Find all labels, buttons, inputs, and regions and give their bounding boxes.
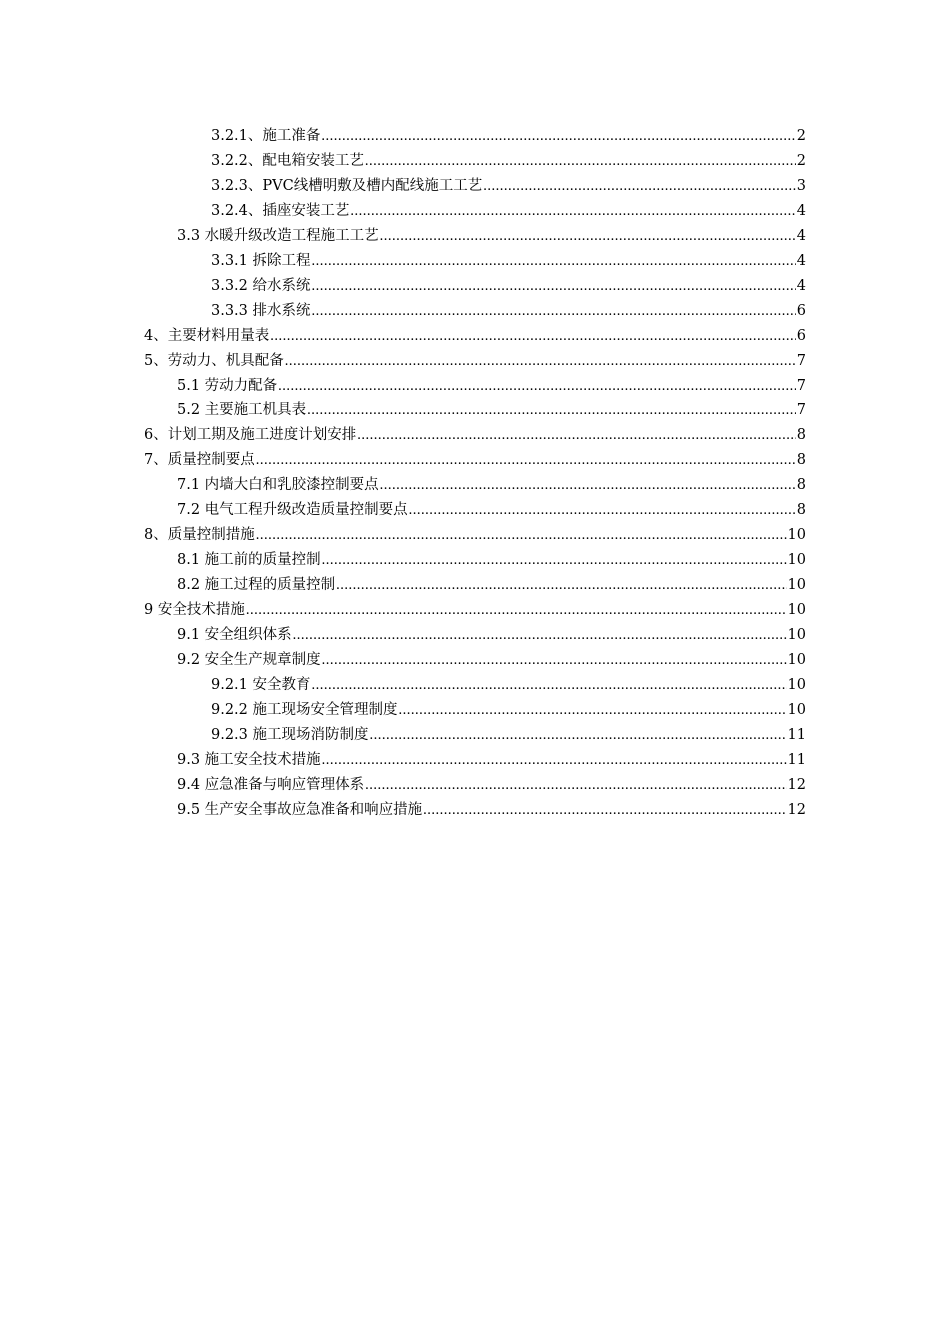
- toc-entry[interactable]: [144, 349, 806, 374]
- toc-entry[interactable]: [211, 124, 806, 149]
- toc-entry[interactable]: [177, 473, 806, 498]
- toc-entry-title: 3.2.3、PVC线槽明敷及槽内配线施工工艺: [211, 177, 483, 194]
- toc-entry[interactable]: [177, 748, 806, 773]
- toc-entry-page-number: 7: [796, 377, 806, 394]
- toc-dot-leader: [365, 777, 786, 794]
- toc-entry-page-number: 11: [787, 751, 806, 768]
- toc-entry[interactable]: [211, 199, 806, 224]
- toc-dot-leader: [423, 802, 786, 819]
- toc-entry-title: 8.2 施工过程的质量控制: [177, 577, 336, 594]
- toc-entry[interactable]: [177, 648, 806, 673]
- toc-entry-title: 9.4 应急准备与响应管理体系: [177, 776, 365, 793]
- toc-entry-page-number: 12: [787, 776, 806, 793]
- toc-entry-title: 7.1 内墙大白和乳胶漆控制要点: [177, 477, 379, 494]
- toc-entry-page-number: 7: [796, 352, 806, 369]
- toc-entry[interactable]: [177, 224, 806, 249]
- toc-dot-leader: [336, 577, 786, 594]
- toc-entry[interactable]: [177, 773, 806, 798]
- toc-entry-title: 4、主要材料用量表: [144, 327, 270, 344]
- toc-dot-leader: [312, 253, 796, 270]
- toc-entry-title: 3.3.2 给水系统: [211, 277, 311, 294]
- toc-entry-title: 7.2 电气工程升级改造质量控制要点: [177, 502, 408, 519]
- toc-entry-title: 5.1 劳动力配备: [177, 377, 278, 394]
- toc-entry-page-number: 10: [787, 627, 806, 643]
- toc-entry-page-number: 6: [796, 302, 806, 319]
- toc-dot-leader: [278, 378, 796, 395]
- toc-entry-page-number: 4: [796, 202, 806, 219]
- toc-dot-leader: [256, 452, 796, 469]
- toc-entry-title: 9.5 生产安全事故应急准备和响应措施: [177, 801, 423, 818]
- toc-entry-title: 3.2.4、插座安装工艺: [211, 202, 350, 219]
- toc-entry-title: 9.2.2 施工现场安全管理制度: [211, 701, 398, 718]
- toc-entry-page-number: 6: [796, 327, 806, 344]
- toc-entry[interactable]: [211, 174, 806, 199]
- toc-entry-title: 9 安全技术措施: [144, 602, 245, 619]
- toc-entry[interactable]: [211, 149, 806, 174]
- toc-dot-leader: [370, 727, 787, 744]
- toc-dot-leader: [380, 228, 796, 245]
- toc-entry[interactable]: [177, 398, 806, 423]
- toc-entry[interactable]: [144, 523, 806, 548]
- toc-dot-leader: [365, 153, 796, 170]
- toc-entry-page-number: 4: [796, 227, 806, 244]
- toc-entry-page-number: 10: [787, 651, 806, 668]
- toc-dot-leader: [322, 652, 787, 669]
- toc-entry-page-number: 8: [796, 477, 806, 494]
- toc-dot-leader: [312, 677, 787, 694]
- toc-entry-page-number: 10: [787, 552, 806, 569]
- toc-entry-title: 9.2.1 安全教育: [211, 676, 311, 693]
- toc-entry[interactable]: [177, 623, 806, 648]
- toc-entry-title: 9.2 安全生产规章制度: [177, 651, 321, 668]
- toc-dot-leader: [307, 402, 796, 419]
- toc-entry-page-number: 10: [787, 577, 806, 594]
- toc-entry[interactable]: [144, 324, 806, 349]
- toc-entry-page-number: 4: [796, 277, 806, 294]
- toc-entry-title: 6、计划工期及施工进度计划安排: [144, 427, 357, 444]
- toc-entry-title: 3.3.3 排水系统: [211, 302, 311, 319]
- toc-entry-page-number: 10: [787, 701, 806, 718]
- toc-entry[interactable]: [177, 498, 806, 523]
- toc-entry-title: 3.3.1 拆除工程: [211, 252, 311, 269]
- toc-entry[interactable]: [211, 698, 806, 723]
- toc-entry-title: 8、质量控制措施: [144, 527, 255, 544]
- toc-entry-page-number: 3: [796, 177, 806, 194]
- toc-entry-title: 5、劳动力、机具配备: [144, 352, 284, 369]
- toc-entry-title: 8.1 施工前的质量控制: [177, 552, 321, 569]
- toc-entry-page-number: 7: [796, 402, 806, 419]
- toc-entry[interactable]: [177, 548, 806, 573]
- toc-entry-title: 3.2.1、施工准备: [211, 128, 321, 144]
- toc-entry[interactable]: [211, 274, 806, 299]
- toc-dot-leader: [350, 203, 795, 220]
- toc-dot-leader: [399, 702, 787, 719]
- toc-dot-leader: [322, 752, 787, 769]
- toc-dot-leader: [380, 477, 796, 494]
- toc-dot-leader: [246, 602, 787, 619]
- toc-entry-page-number: 2: [796, 128, 806, 144]
- toc-entry[interactable]: [211, 249, 806, 274]
- toc-entry-page-number: 8: [796, 502, 806, 519]
- toc-dot-leader: [357, 427, 796, 444]
- toc-entry-page-number: 2: [796, 152, 806, 169]
- toc-entry[interactable]: [177, 374, 806, 399]
- toc-dot-leader: [293, 627, 787, 644]
- toc-dot-leader: [321, 128, 795, 145]
- toc-dot-leader: [270, 328, 796, 345]
- toc-entry-page-number: 8: [796, 452, 806, 469]
- toc-entry-title: 9.2.3 施工现场消防制度: [211, 726, 369, 743]
- toc-entry-page-number: 12: [787, 801, 806, 818]
- toc-dot-leader: [285, 353, 796, 370]
- toc-entry-title: 9.3 施工安全技术措施: [177, 751, 321, 768]
- toc-dot-leader: [483, 178, 796, 195]
- toc-entry-page-number: 10: [787, 602, 806, 619]
- toc-dot-leader: [322, 552, 787, 569]
- toc-entry[interactable]: [211, 723, 806, 748]
- toc-entry-page-number: 8: [796, 427, 806, 444]
- toc-dot-leader: [409, 502, 796, 519]
- toc-entry-page-number: 11: [787, 726, 806, 743]
- toc-dot-leader: [312, 303, 796, 320]
- toc-entry-page-number: 10: [787, 527, 806, 544]
- toc-entry-title: 7、质量控制要点: [144, 452, 255, 469]
- toc-entry-title: 3.2.2、配电箱安装工艺: [211, 152, 364, 169]
- toc-entry[interactable]: [144, 448, 806, 473]
- toc-entry[interactable]: [144, 598, 806, 623]
- toc-entry[interactable]: [177, 798, 806, 823]
- toc-entry-title: 3.3 水暖升级改造工程施工工艺: [177, 227, 379, 244]
- toc-dot-leader: [312, 278, 796, 295]
- toc-entry-page-number: 4: [796, 252, 806, 269]
- toc-dot-leader: [256, 527, 787, 544]
- toc-entry[interactable]: [211, 299, 806, 324]
- toc-entry[interactable]: [177, 573, 806, 598]
- toc-entry-title: 5.2 主要施工机具表: [177, 402, 307, 419]
- toc-entry[interactable]: [211, 673, 806, 698]
- toc-entry-title: 9.1 安全组织体系: [177, 627, 292, 643]
- toc-entry-page-number: 10: [787, 676, 806, 693]
- toc-entry[interactable]: [144, 423, 806, 448]
